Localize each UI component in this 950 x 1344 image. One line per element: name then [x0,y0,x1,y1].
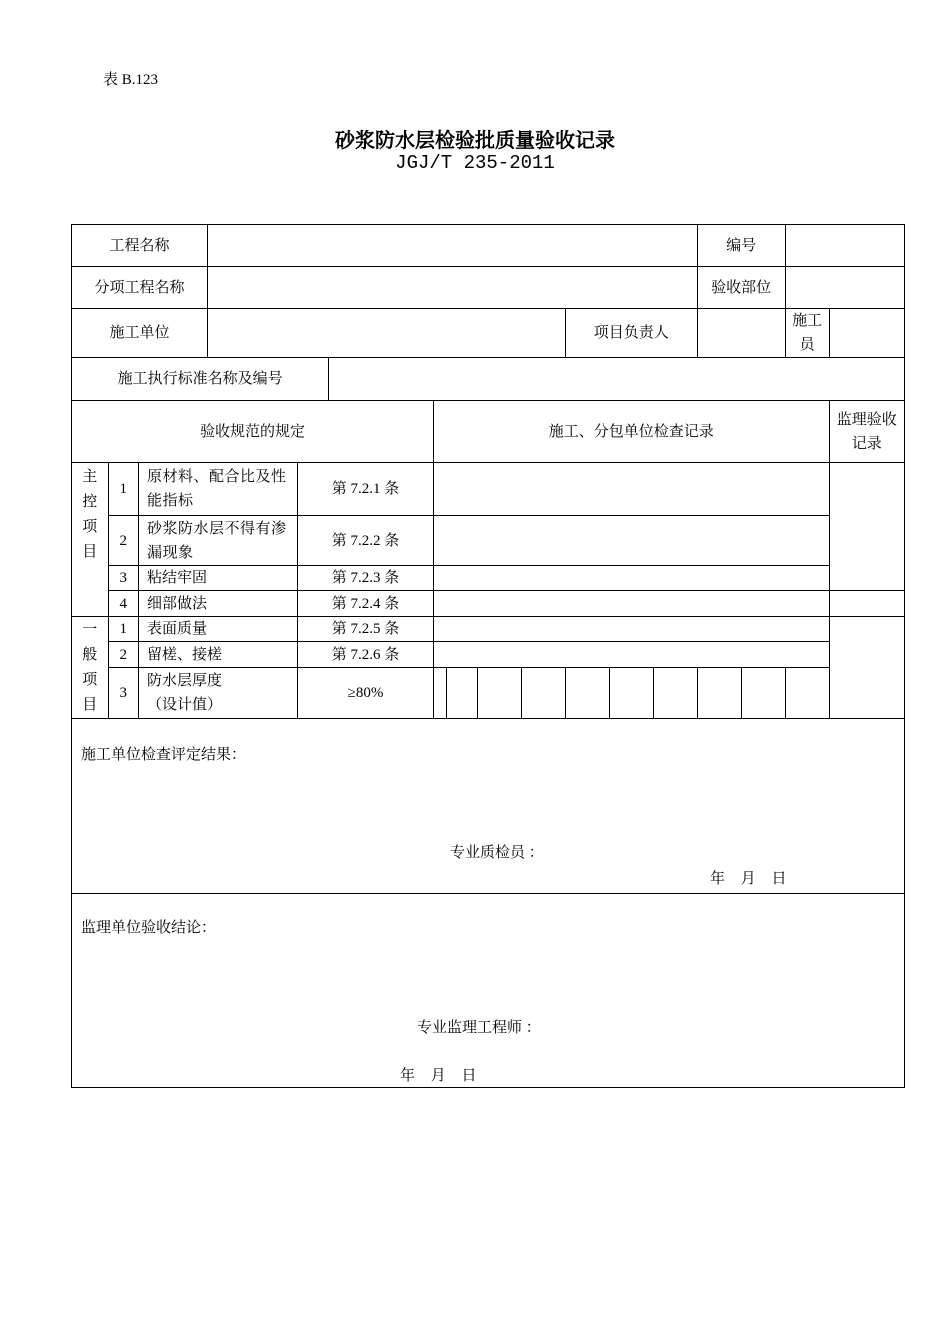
measure-cell[interactable] [785,668,829,719]
item-check-record[interactable] [433,463,829,516]
inspection-record-table [71,224,905,1088]
construction-result-label: 施工单位检查评定结果： [81,747,247,763]
project-name-field[interactable] [208,225,698,267]
project-manager-field[interactable] [697,309,785,358]
item-clause: 第 7.2.6 条 [297,642,433,668]
standard-name-field[interactable] [329,358,905,401]
check-record-column-header: 施工、分包单位检查记录 [433,401,829,463]
measure-cell[interactable] [653,668,697,719]
item-number: 2 [108,516,138,566]
item-clause: 第 7.2.2 条 [297,516,433,566]
inspector-signature-label: 专业质检员 ： [450,845,544,861]
item-name: 表面质量 [138,617,297,642]
measure-cell[interactable] [433,668,446,719]
constructor-label: 施工员 [785,309,829,358]
item-number: 3 [108,566,138,591]
item-clause: 第 7.2.5 条 [297,617,433,642]
item-name: 粘结牢固 [138,566,297,591]
measure-cell[interactable] [697,668,741,719]
acceptance-part-field[interactable] [785,267,904,309]
item-name: 留槎、接槎 [138,642,297,668]
construction-date: 年 月 日 [710,871,787,887]
item-clause: 第 7.2.4 条 [297,591,433,617]
item-check-record[interactable] [433,591,829,617]
construction-unit-label: 施工单位 [72,309,208,358]
number-field[interactable] [785,225,904,267]
page-title: 砂浆防水层检验批质量验收记录 [335,128,615,152]
main-control-supervision[interactable] [829,463,904,591]
item-number: 2 [108,642,138,668]
project-name-label: 工程名称 [72,225,208,267]
item-clause: ≥80% [297,668,433,719]
standard-name-label: 施工执行标准名称及编号 [72,358,329,401]
supervision-column-header: 监理验收记录 [829,401,904,463]
sub-project-label: 分项工程名称 [72,267,208,309]
supervision-date: 年 月 日 [400,1068,477,1084]
measure-cell[interactable] [609,668,653,719]
general-supervision[interactable] [829,617,904,719]
standard-code: JGJ/T 235-2011 [395,152,555,174]
item-number: 1 [108,463,138,516]
number-label: 编号 [697,225,785,267]
item-number: 1 [108,617,138,642]
item-name: 防水层厚度 （设计值） [138,668,297,719]
spec-column-header: 验收规范的规定 [72,401,434,463]
form-number: 表 B.123 [103,72,159,88]
sub-project-field[interactable] [208,267,698,309]
construction-unit-field[interactable] [208,309,566,358]
engineer-signature-label: 专业监理工程师 ： [417,1020,541,1036]
constructor-field[interactable] [829,309,904,358]
construction-result-cell[interactable] [72,719,905,894]
main-control-label: 主 控 项 目 [72,463,109,617]
item-check-record[interactable] [433,617,829,642]
item-supervision[interactable] [829,591,904,617]
item-number: 3 [108,668,138,719]
item-check-record[interactable] [433,516,829,566]
item-clause: 第 7.2.1 条 [297,463,433,516]
item-name: 细部做法 [138,591,297,617]
item-number: 4 [108,591,138,617]
item-name: 原材料、配合比及性能指标 [138,463,297,516]
project-manager-label: 项目负责人 [565,309,697,358]
supervision-result-cell[interactable] [72,894,905,1088]
acceptance-part-label: 验收部位 [697,267,785,309]
measure-cell[interactable] [446,668,477,719]
item-name: 砂浆防水层不得有渗漏现象 [138,516,297,566]
measure-cell[interactable] [521,668,565,719]
item-clause: 第 7.2.3 条 [297,566,433,591]
item-check-record[interactable] [433,566,829,591]
supervision-result-label: 监理单位验收结论： [81,920,217,936]
measure-cell[interactable] [741,668,785,719]
item-check-record[interactable] [433,642,829,668]
measure-cell[interactable] [477,668,521,719]
measure-cell[interactable] [565,668,609,719]
general-label: 一 般 项 目 [72,617,109,719]
